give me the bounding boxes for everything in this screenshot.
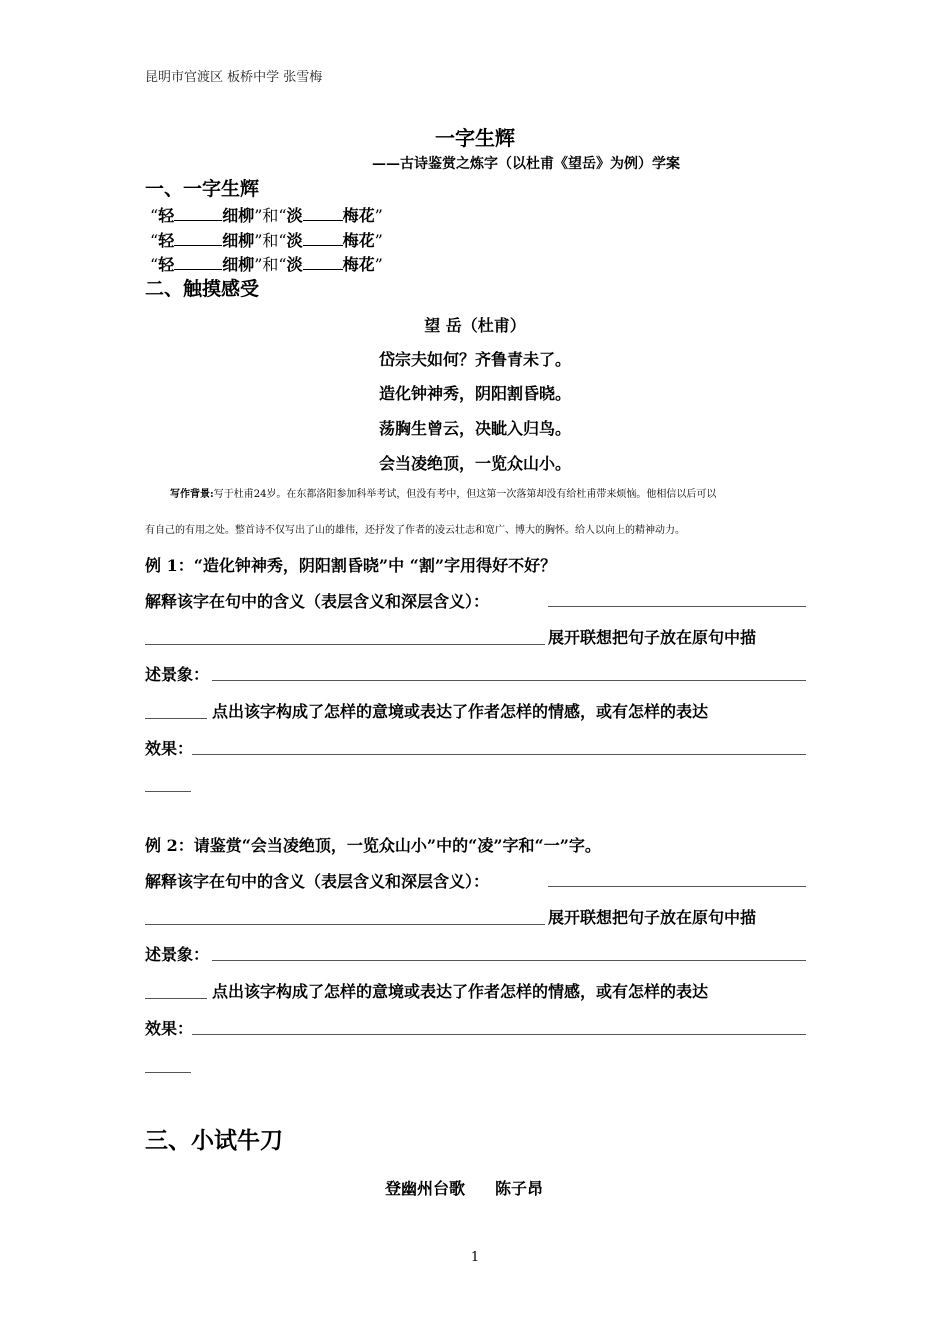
example2-effect-label: 效果： xyxy=(145,1019,194,1038)
word-pair-row: “轻 细柳”和“淡 梅花” xyxy=(150,255,383,274)
answer-line[interactable] xyxy=(212,680,806,681)
example1-describe-label: 述景象： xyxy=(145,665,210,684)
answer-line[interactable] xyxy=(145,998,207,999)
example2-imagine-label: 展开联想把句子放在原句中描 xyxy=(548,908,757,927)
example2-point-label: 点出该字构成了怎样的意境或表达了作者怎样的情感，或有怎样的表达 xyxy=(212,982,709,1001)
answer-line[interactable] xyxy=(145,718,207,719)
example1-question: 例 1：“造化钟神秀，阴阳割昏晓”中 “割”字用得好不好？ xyxy=(145,556,557,575)
answer-line[interactable] xyxy=(145,644,545,645)
example2-describe-label: 述景象： xyxy=(145,945,210,964)
background-note-line1: 写作背景:写于杜甫24岁。在东都洛阳参加科举考试，但没有考中，但这第一次落第却没有给杜甫带来烦恼。他相信以后可以 xyxy=(170,489,717,500)
answer-line[interactable] xyxy=(548,886,806,887)
fill-blank[interactable] xyxy=(174,206,222,221)
poem2-title: 登幽州台歌 陈子昂 xyxy=(385,1179,544,1198)
page-title: 一字生辉 xyxy=(435,126,515,150)
answer-line[interactable] xyxy=(548,606,806,607)
example1-point-label: 点出该字构成了怎样的意境或表达了作者怎样的情感，或有怎样的表达 xyxy=(212,702,709,721)
word-pair-row: “轻 细柳”和“淡 梅花” xyxy=(150,206,383,225)
page-header: 昆明市官渡区 板桥中学 张雪梅 xyxy=(145,70,323,85)
fill-blank[interactable] xyxy=(303,231,343,246)
example2-question: 例 2：请鉴赏“会当凌绝顶，一览众山小”中的“凌”字和“一”字。 xyxy=(145,836,601,855)
fill-blank[interactable] xyxy=(174,255,222,270)
answer-line[interactable] xyxy=(145,1072,191,1073)
example1-explain-label: 解释该字在句中的含义（表层含义和深层含义）： xyxy=(145,592,490,611)
page-subtitle: ——古诗鉴赏之炼字（以杜甫《望岳》为例）学案 xyxy=(372,156,680,172)
poem-line: 岱宗夫如何？齐鲁青未了。 xyxy=(378,350,571,369)
answer-line[interactable] xyxy=(212,960,806,961)
answer-line[interactable] xyxy=(145,791,191,792)
answer-line[interactable] xyxy=(145,924,545,925)
word-pair-row: “轻 细柳”和“淡 梅花” xyxy=(150,231,383,250)
poem-line: 荡胸生曾云，决眦入归鸟。 xyxy=(378,419,571,438)
example2-explain-label: 解释该字在句中的含义（表层含义和深层含义）： xyxy=(145,872,490,891)
example1-imagine-label: 展开联想把句子放在原句中描 xyxy=(548,628,757,647)
section2-heading: 二、触摸感受 xyxy=(145,278,260,300)
fill-blank[interactable] xyxy=(174,231,222,246)
fill-blank[interactable] xyxy=(303,255,343,270)
answer-line[interactable] xyxy=(192,754,806,755)
poem-line: 造化钟神秀，阴阳割昏晓。 xyxy=(378,384,571,403)
page-number: 1 xyxy=(470,1250,480,1265)
fill-blank[interactable] xyxy=(303,206,343,221)
section1-heading: 一、一字生辉 xyxy=(145,178,260,200)
answer-line[interactable] xyxy=(192,1034,806,1035)
poem-title: 望 岳（杜甫） xyxy=(424,316,526,335)
example1-effect-label: 效果： xyxy=(145,739,194,758)
poem-line: 会当凌绝顶，一览众山小。 xyxy=(378,454,571,473)
section3-heading: 三、小试牛刀 xyxy=(145,1127,283,1154)
background-note-line2: 有自己的有用之处。整首诗不仅写出了山的雄伟，还抒发了作者的凌云壮志和宽广、博大的胸怀。给人以向上的精神动力。 xyxy=(145,525,685,536)
